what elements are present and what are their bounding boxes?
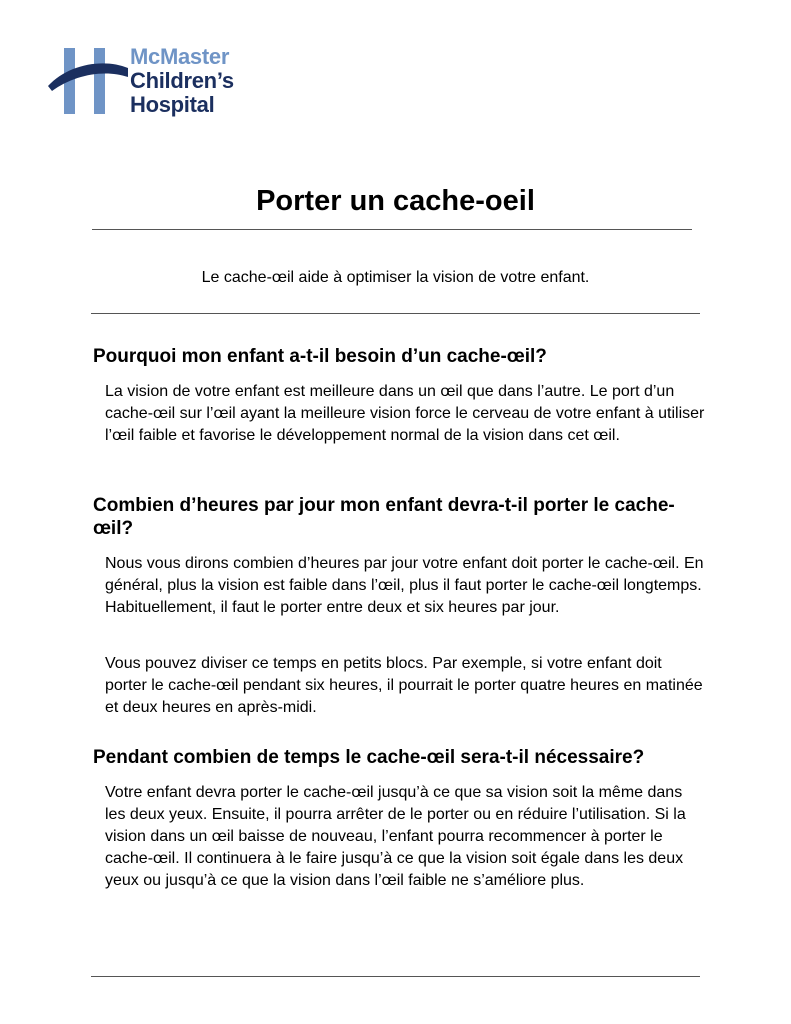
- hospital-name: [130, 45, 234, 117]
- section-paragraph-duration: Votre enfant devra porter le cache-œil jusqu’à ce que sa vision soit la même dans les deux yeux. Ensuite, il pourra arrêter de le porter ou en réduire l’utilisation. Si la vision dans un œil baisse de nouveau, l’enfant pourra recommencer à porter le cache-œil. Il continuera à le faire jusqu’à ce que la vision soit égale dans les deux yeux ou jusqu’à ce que la vision dans l’œil faible ne s’améliore plus.: [105, 784, 686, 889]
- logo-line-hospital: Hospital: [130, 92, 215, 117]
- title-divider: [92, 229, 692, 230]
- page-title: Porter un cache-oeil: [256, 185, 535, 217]
- section-heading-duration: Pendant combien de temps le cache-œil sera-t-il nécessaire?: [93, 747, 645, 768]
- subtitle-divider: [91, 313, 700, 314]
- logo-line-childrens: Children’s: [130, 68, 234, 93]
- section-paragraph-why: La vision de votre enfant est meilleure dans un œil que dans l’autre. Le port d’un cache-œil sur l’œil ayant la meilleure vision force le cerveau de votre enfant à utiliser l’œil faible et favorise le développement normal de la vision dans cet œil.: [105, 383, 705, 444]
- section-heading-hours: Combien d’heures par jour mon enfant devra-t-il porter le cache-œil?: [93, 495, 675, 539]
- hospital-logo: [46, 44, 256, 119]
- hospital-emblem-icon: [46, 44, 130, 116]
- section-heading-why: Pourquoi mon enfant a-t-il besoin d’un cache-œil?: [93, 346, 547, 367]
- page-subtitle: Le cache-œil aide à optimiser la vision de votre enfant.: [201, 269, 590, 286]
- section-paragraph-hours-1: Nous vous dirons combien d’heures par jour votre enfant doit porter le cache-œil. En général, plus la vision est faible dans l’œil, plus il faut porter le cache-œil longtemps. Habituellement, il faut le porter entre deux et six heures par jour.: [105, 555, 704, 616]
- section-paragraph-hours-2: Vous pouvez diviser ce temps en petits blocs. Par exemple, si votre enfant doit porter le cache-œil pendant six heures, il pourrait le porter quatre heures en matinée et deux heures en après-midi.: [105, 655, 703, 716]
- logo-line-mcmaster: McMaster: [130, 44, 230, 69]
- footer-divider: [91, 976, 700, 977]
